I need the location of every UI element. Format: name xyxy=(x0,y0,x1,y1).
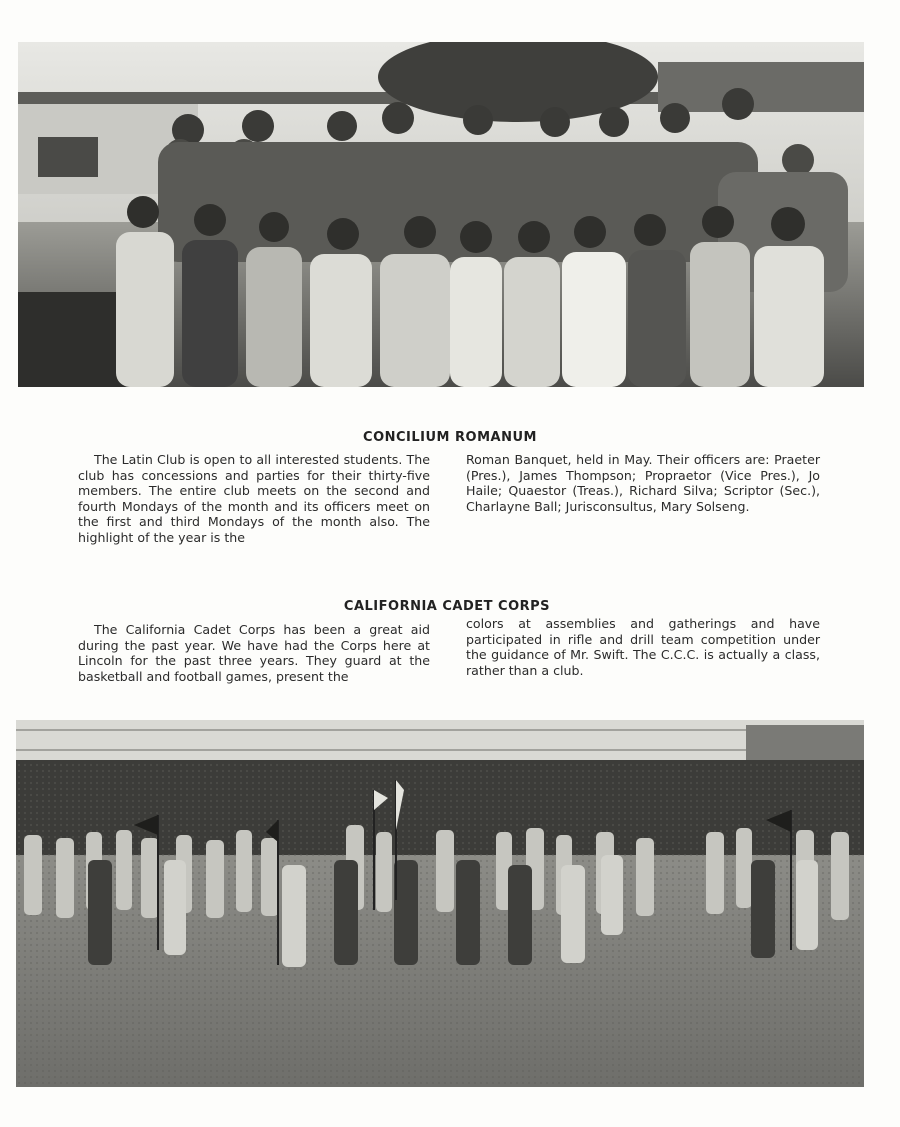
cadet-corps-paragraph-1: The California Cadet Corps has been a great aid during the past year. We have had the Corps here at Lincoln for the past three years. They guard at the basketball and football games, present the xyxy=(78,622,430,684)
latin-club-paragraph-2: Roman Banquet, held in May. Their officers are: Praeter (Pres.), James Thompson; Propraetor (Vice Pres.), Jo Haile; Quaestor (Treas.), Richard Silva; Scriptor (Sec.), Charlayne Ball; Jurisconsultus, Mary Solseng. xyxy=(466,452,820,514)
cadet-corps-photo-graphic xyxy=(16,720,864,1087)
latin-club-text-col2 xyxy=(466,452,820,514)
cadet-corps-text-col2 xyxy=(466,616,820,678)
latin-club-paragraph-1: The Latin Club is open to all interested students. The club has concessions and parties for their thirty-five members. The entire club meets on the second and fourth Mondays of the month and its officers meet on the first and third Mondays of the month also. The highlight of the year is the xyxy=(78,452,430,545)
cadet-corps-paragraph-2: colors at assemblies and gatherings and have participated in rifle and drill team competition under the guidance of Mr. Swift. The C.C.C. is actually a class, rather than a club. xyxy=(466,616,820,678)
latin-club-group-photo xyxy=(18,42,864,387)
latin-club-text-col1 xyxy=(78,452,430,546)
latin-club-photo-graphic xyxy=(18,42,864,387)
cadet-corps-text-col1 xyxy=(78,622,430,684)
latin-club-heading: CONCILIUM ROMANUM xyxy=(363,430,537,445)
cadet-corps-heading: CALIFORNIA CADET CORPS xyxy=(343,599,551,614)
cadet-corps-formation-photo xyxy=(16,720,864,1087)
